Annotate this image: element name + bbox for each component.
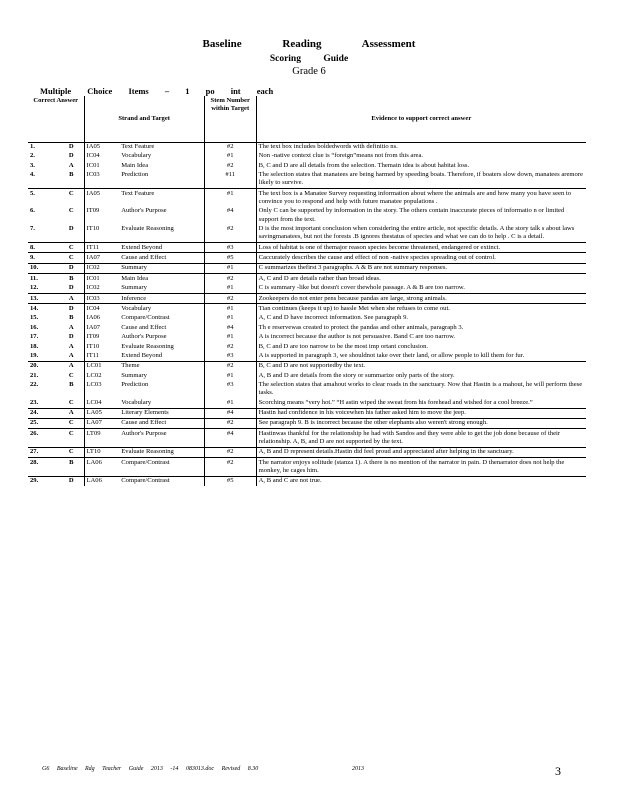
item-number: 19. xyxy=(28,351,59,361)
evidence-text: Th e reservewas created to protect the pandas and other animals, paragraph 3. xyxy=(258,323,464,331)
item-number: 15. xyxy=(30,314,39,322)
target-name: Evaluate Reasoning xyxy=(119,447,204,457)
target-code: IT10 xyxy=(84,224,119,242)
target-code: IC03 xyxy=(84,171,119,189)
target-name: Summary xyxy=(119,263,204,273)
evidence-text: B, C and D are too narrow to be the most imp ortant conclusion. xyxy=(258,342,429,350)
table-row xyxy=(28,458,586,477)
target-code: IT11 xyxy=(84,243,119,253)
stem-number: #2 xyxy=(204,447,256,457)
evidence-text: A, C and D are details rather than broad ideas. xyxy=(258,274,381,282)
section-label: Multiple Choice Items – 1 po int each xyxy=(40,86,274,96)
target-name: Extend Beyond xyxy=(119,351,204,361)
target-code: LC01 xyxy=(86,362,102,370)
table-row xyxy=(28,253,586,263)
table-row xyxy=(28,171,586,189)
target-code: LA06 xyxy=(86,477,102,485)
stem-number: #1 xyxy=(204,152,256,161)
item-number: 4. xyxy=(28,171,59,189)
target-code: IA07 xyxy=(84,253,119,263)
table-row xyxy=(28,224,586,242)
evidence-text: A, B and C are not true. xyxy=(258,477,322,485)
stem-number: #2 xyxy=(204,224,256,242)
table-row xyxy=(28,207,586,225)
stem-number: #1 xyxy=(204,333,256,342)
item-number: 20. xyxy=(30,362,39,370)
target-name: Text Feature xyxy=(121,189,155,197)
item-number: 10. xyxy=(28,263,59,273)
correct-answer: A xyxy=(59,161,84,170)
target-code: IC02 xyxy=(84,284,119,294)
item-number: 18. xyxy=(30,342,39,350)
table-row xyxy=(28,314,586,323)
evidence-text: Only C can be supported by information in the story. The others contain inaccurate pieces of informatio n or limited support from the text. xyxy=(258,207,565,223)
target-name: Evaluate Reasoning xyxy=(121,342,174,350)
table-row xyxy=(28,161,586,170)
correct-answer: D xyxy=(59,224,84,242)
grade-label: Grade 6 xyxy=(292,66,326,77)
stem-number: #2 xyxy=(204,342,256,351)
col-stem-number: Stem Number within Target xyxy=(204,96,256,142)
target-code: IC03 xyxy=(84,294,119,304)
correct-answer: A xyxy=(59,351,84,361)
item-number: 16. xyxy=(30,323,39,331)
item-number: 29. xyxy=(30,477,39,485)
stem-number: #2 xyxy=(204,161,256,170)
target-code: IA07 xyxy=(86,323,101,331)
table-row xyxy=(28,243,586,253)
stem-number: #2 xyxy=(204,274,256,284)
correct-answer: C xyxy=(59,243,84,253)
evidence-text: C summarizes thefirst 3 paragraphs. A & B are not summary responses. xyxy=(256,263,586,273)
evidence-text: D is the most important conclusion when considering the entire article, not specific details. A the story talk s about laws savingmanatees, but not the forests .B ignores thestatus of species and what we can do to help . C is a detail. xyxy=(256,224,586,242)
stem-number: #5 xyxy=(204,253,256,263)
target-code: LA07 xyxy=(84,418,119,428)
col-correct-answer: Correct Answer xyxy=(28,96,84,142)
stem-number: #5 xyxy=(204,476,256,486)
table-row xyxy=(28,447,586,457)
page-subtitle: Scoring Guide xyxy=(269,54,349,64)
item-number: 1. xyxy=(30,143,35,151)
evidence-text: Loss of habitat is one of themajor reason species become threatened, endangered or extinct. xyxy=(256,243,586,253)
target-name: Author's Purpose xyxy=(119,429,204,448)
correct-answer: C xyxy=(59,418,84,428)
target-code: LT10 xyxy=(84,447,119,457)
evidence-text: B, C and D are not supportedby the text. xyxy=(258,362,366,370)
target-name: Compare/Contrast xyxy=(119,458,204,477)
target-name: Theme xyxy=(121,362,140,370)
stem-number: #4 xyxy=(204,408,256,418)
item-number: 7. xyxy=(28,224,59,242)
stem-number: #2 xyxy=(204,142,256,152)
target-name: Author's Purpose xyxy=(121,333,167,341)
evidence-text: Tian continues (keeps it up) to hassle Mei when she refuses to come out. xyxy=(258,304,450,312)
footer-file: G6 Baseline Rdg Teacher Guide 2013 -14 083013.doc Revised 8.30 xyxy=(42,766,259,772)
target-name: Evaluate Reasoning xyxy=(119,224,204,242)
correct-answer: A xyxy=(59,408,84,418)
item-number: 14. xyxy=(30,304,39,312)
stem-number: #3 xyxy=(204,243,256,253)
target-name: Compare/Contrast xyxy=(121,477,170,485)
scoring-table xyxy=(28,96,586,486)
evidence-text: Hastinwas thankful for the relationship he had with Sandos and they were able to get the job done because of their relationship. A, B, and D are not supported by the text. xyxy=(256,429,586,448)
target-code: IC04 xyxy=(86,304,100,312)
evidence-text: C is summary -like but doesn't cover thewhole passage. A & B are too narrow. xyxy=(256,284,586,294)
target-name: Prediction xyxy=(119,171,204,189)
table-row xyxy=(28,418,586,428)
evidence-text: B, C and D are all details from the selection. Themain idea is about habitat loss. xyxy=(258,161,470,169)
evidence-text: Zookeepers do not enter pens because pandas are large, strong animals. xyxy=(256,294,586,304)
table-row xyxy=(28,304,586,314)
target-name: Compare/Contrast xyxy=(121,314,170,322)
stem-number: #2 xyxy=(204,418,256,428)
evidence-text: Caccurately describes the cause and effect of non -native species spreading out of control. xyxy=(256,253,586,263)
item-number: 13. xyxy=(28,294,59,304)
table-row xyxy=(28,429,586,448)
evidence-text: The text box is a Manatee Survey requesting information about where the animals are and how many you have seen to convince you to respond and help with future manatee populations . xyxy=(258,189,572,206)
correct-answer: D xyxy=(59,333,84,342)
stem-number: #1 xyxy=(204,304,256,314)
correct-answer: C xyxy=(59,253,84,263)
target-name: Summary xyxy=(119,284,204,294)
target-name: Text Feature xyxy=(121,143,155,151)
target-code: LA06 xyxy=(84,458,119,477)
stem-number: #1 xyxy=(204,284,256,294)
evidence-text: The text box includes boldedwords with definitio ns. xyxy=(258,143,398,151)
target-name: Prediction xyxy=(121,381,149,389)
correct-answer: D xyxy=(59,476,84,486)
page-number: 3 xyxy=(555,764,561,778)
table-row xyxy=(28,152,586,161)
correct-answer: A xyxy=(59,323,84,332)
correct-answer: D xyxy=(59,152,84,161)
evidence-text: See paragraph 9. B is incorrect because the other elephants also weren't strong enough. xyxy=(256,418,586,428)
col-evidence: Evidence to support correct answer xyxy=(256,96,586,142)
stem-number: #2 xyxy=(204,294,256,304)
evidence-text: A, B and D are details from the story or summarize only parts of the story. xyxy=(258,371,455,379)
stem-number: #1 xyxy=(204,189,256,207)
stem-number: #11 xyxy=(204,171,256,189)
table-row xyxy=(28,263,586,273)
correct-answer: B xyxy=(59,381,84,399)
correct-answer: D xyxy=(59,304,84,314)
target-name: Literary Elements xyxy=(119,408,204,418)
evidence-text: The selection states that amahout works to clear roads in the sanctuary. Now that Hastin is a mahout, he will perform these tasks. xyxy=(258,381,583,397)
table-row xyxy=(28,333,586,342)
stem-number: #2 xyxy=(204,458,256,477)
table-row xyxy=(28,371,586,380)
target-code: IA05 xyxy=(86,189,101,197)
target-code: IA06 xyxy=(86,314,101,322)
item-number: 17. xyxy=(30,333,39,341)
stem-number: #2 xyxy=(204,361,256,371)
target-code: IC02 xyxy=(84,263,119,273)
table-row xyxy=(28,274,586,284)
item-number: 27. xyxy=(28,447,59,457)
correct-answer: C xyxy=(59,429,84,448)
target-code: IT09 xyxy=(86,333,100,341)
stem-number: #1 xyxy=(204,371,256,380)
item-number: 3. xyxy=(30,161,35,169)
stem-number: #1 xyxy=(204,398,256,408)
footer-year: 2013 xyxy=(352,766,364,772)
table-row xyxy=(28,142,586,152)
stem-number: #4 xyxy=(204,429,256,448)
item-number: 6. xyxy=(30,207,35,215)
stem-number: #1 xyxy=(204,263,256,273)
evidence-text: Scorching means “very hot.” “H astin wiped the sweat from his forehead and wished for a cool breeze.” xyxy=(256,398,586,408)
target-code: IT10 xyxy=(86,342,100,350)
target-name: Main Idea xyxy=(121,161,149,169)
evidence-text: A, B and D represent details.Hastin did feel proud and appreciated after helping in the sanctuary. xyxy=(256,447,586,457)
target-code: IA05 xyxy=(86,143,101,151)
target-code: IC04 xyxy=(86,152,100,160)
correct-answer: C xyxy=(59,398,84,408)
correct-answer: C xyxy=(59,189,84,207)
evidence-text: A is incorrect because the author is not persuasive. Band C are too narrow. xyxy=(258,333,456,341)
item-number: 28. xyxy=(28,458,59,477)
table-row xyxy=(28,189,586,207)
target-name: Main Idea xyxy=(121,274,149,282)
correct-answer: A xyxy=(59,361,84,371)
scoring-rows xyxy=(28,142,586,486)
correct-answer: B xyxy=(59,171,84,189)
table-row xyxy=(28,361,586,371)
target-code: LT09 xyxy=(84,429,119,448)
stem-number: #4 xyxy=(204,207,256,225)
item-number: 11. xyxy=(30,274,38,282)
correct-answer: C xyxy=(59,371,84,380)
evidence-text: The narrator enjoys solitude (stanza 1). A there is no mention of the narrator in pain. D thenarrator does not help the monkey, he cages him. xyxy=(256,458,586,477)
correct-answer: D xyxy=(59,142,84,152)
correct-answer: C xyxy=(59,207,84,225)
target-code: IC01 xyxy=(86,161,100,169)
item-number: 25. xyxy=(28,418,59,428)
target-code: IC01 xyxy=(86,274,100,282)
target-name: Summary xyxy=(121,371,147,379)
correct-answer: D xyxy=(59,284,84,294)
correct-answer: A xyxy=(59,294,84,304)
stem-number: #3 xyxy=(204,351,256,361)
item-number: 12. xyxy=(28,284,59,294)
target-name: Cause and Effect xyxy=(119,253,204,263)
stem-number: #3 xyxy=(204,381,256,399)
target-name: Inference xyxy=(119,294,204,304)
correct-answer: B xyxy=(59,274,84,284)
stem-number: #4 xyxy=(204,323,256,332)
evidence-text: The selection states that manatees are being harmed by speeding boats. Therefore, if boaters slow down, manatees aremore likely to survive. xyxy=(256,171,586,189)
stem-number: #1 xyxy=(204,314,256,323)
table-row xyxy=(28,351,586,361)
table-row xyxy=(28,284,586,294)
item-number: 8. xyxy=(28,243,59,253)
item-number: 9. xyxy=(28,253,59,263)
target-code: LC04 xyxy=(84,398,119,408)
target-code: IT09 xyxy=(86,207,100,215)
table-row xyxy=(28,476,586,486)
target-name: Cause and Effect xyxy=(121,323,167,331)
item-number: 23. xyxy=(28,398,59,408)
table-row xyxy=(28,342,586,351)
target-name: Vocabulary xyxy=(121,304,152,312)
table-row xyxy=(28,294,586,304)
item-number: 22. xyxy=(30,381,39,389)
evidence-text: A, C and D have incorrect information. See paragraph 9. xyxy=(258,314,409,322)
target-code: IT11 xyxy=(84,351,119,361)
target-code: LC03 xyxy=(86,381,102,389)
item-number: 2. xyxy=(30,152,35,160)
correct-answer: B xyxy=(59,314,84,323)
table-row xyxy=(28,381,586,399)
table-row xyxy=(28,323,586,332)
col-strand-target: Strand and Target xyxy=(84,96,204,142)
target-name: Vocabulary xyxy=(119,398,204,408)
item-number: 21. xyxy=(30,371,39,379)
item-number: 5. xyxy=(30,189,35,197)
target-code: LA05 xyxy=(84,408,119,418)
table-row xyxy=(28,408,586,418)
correct-answer: A xyxy=(59,342,84,351)
item-number: 24. xyxy=(28,408,59,418)
evidence-text: A is supported in paragraph 3, we shouldnot take over their land, or allow people to kill them for fur. xyxy=(256,351,586,361)
table-row xyxy=(28,398,586,408)
evidence-text: Non -native context clue is “foreign”means not from this area. xyxy=(258,152,424,160)
target-name: Author's Purpose xyxy=(121,207,167,215)
page-title: Baseline Reading Assessment xyxy=(202,38,416,50)
item-number: 26. xyxy=(28,429,59,448)
correct-answer: C xyxy=(59,447,84,457)
target-name: Cause and Effect xyxy=(119,418,204,428)
correct-answer: D xyxy=(59,263,84,273)
target-name: Extend Beyond xyxy=(119,243,204,253)
correct-answer: B xyxy=(59,458,84,477)
evidence-text: Hastin had confidence in his voicewhen his father asked him to move the jeep. xyxy=(256,408,586,418)
target-name: Vocabulary xyxy=(121,152,152,160)
target-code: LC02 xyxy=(86,371,102,379)
